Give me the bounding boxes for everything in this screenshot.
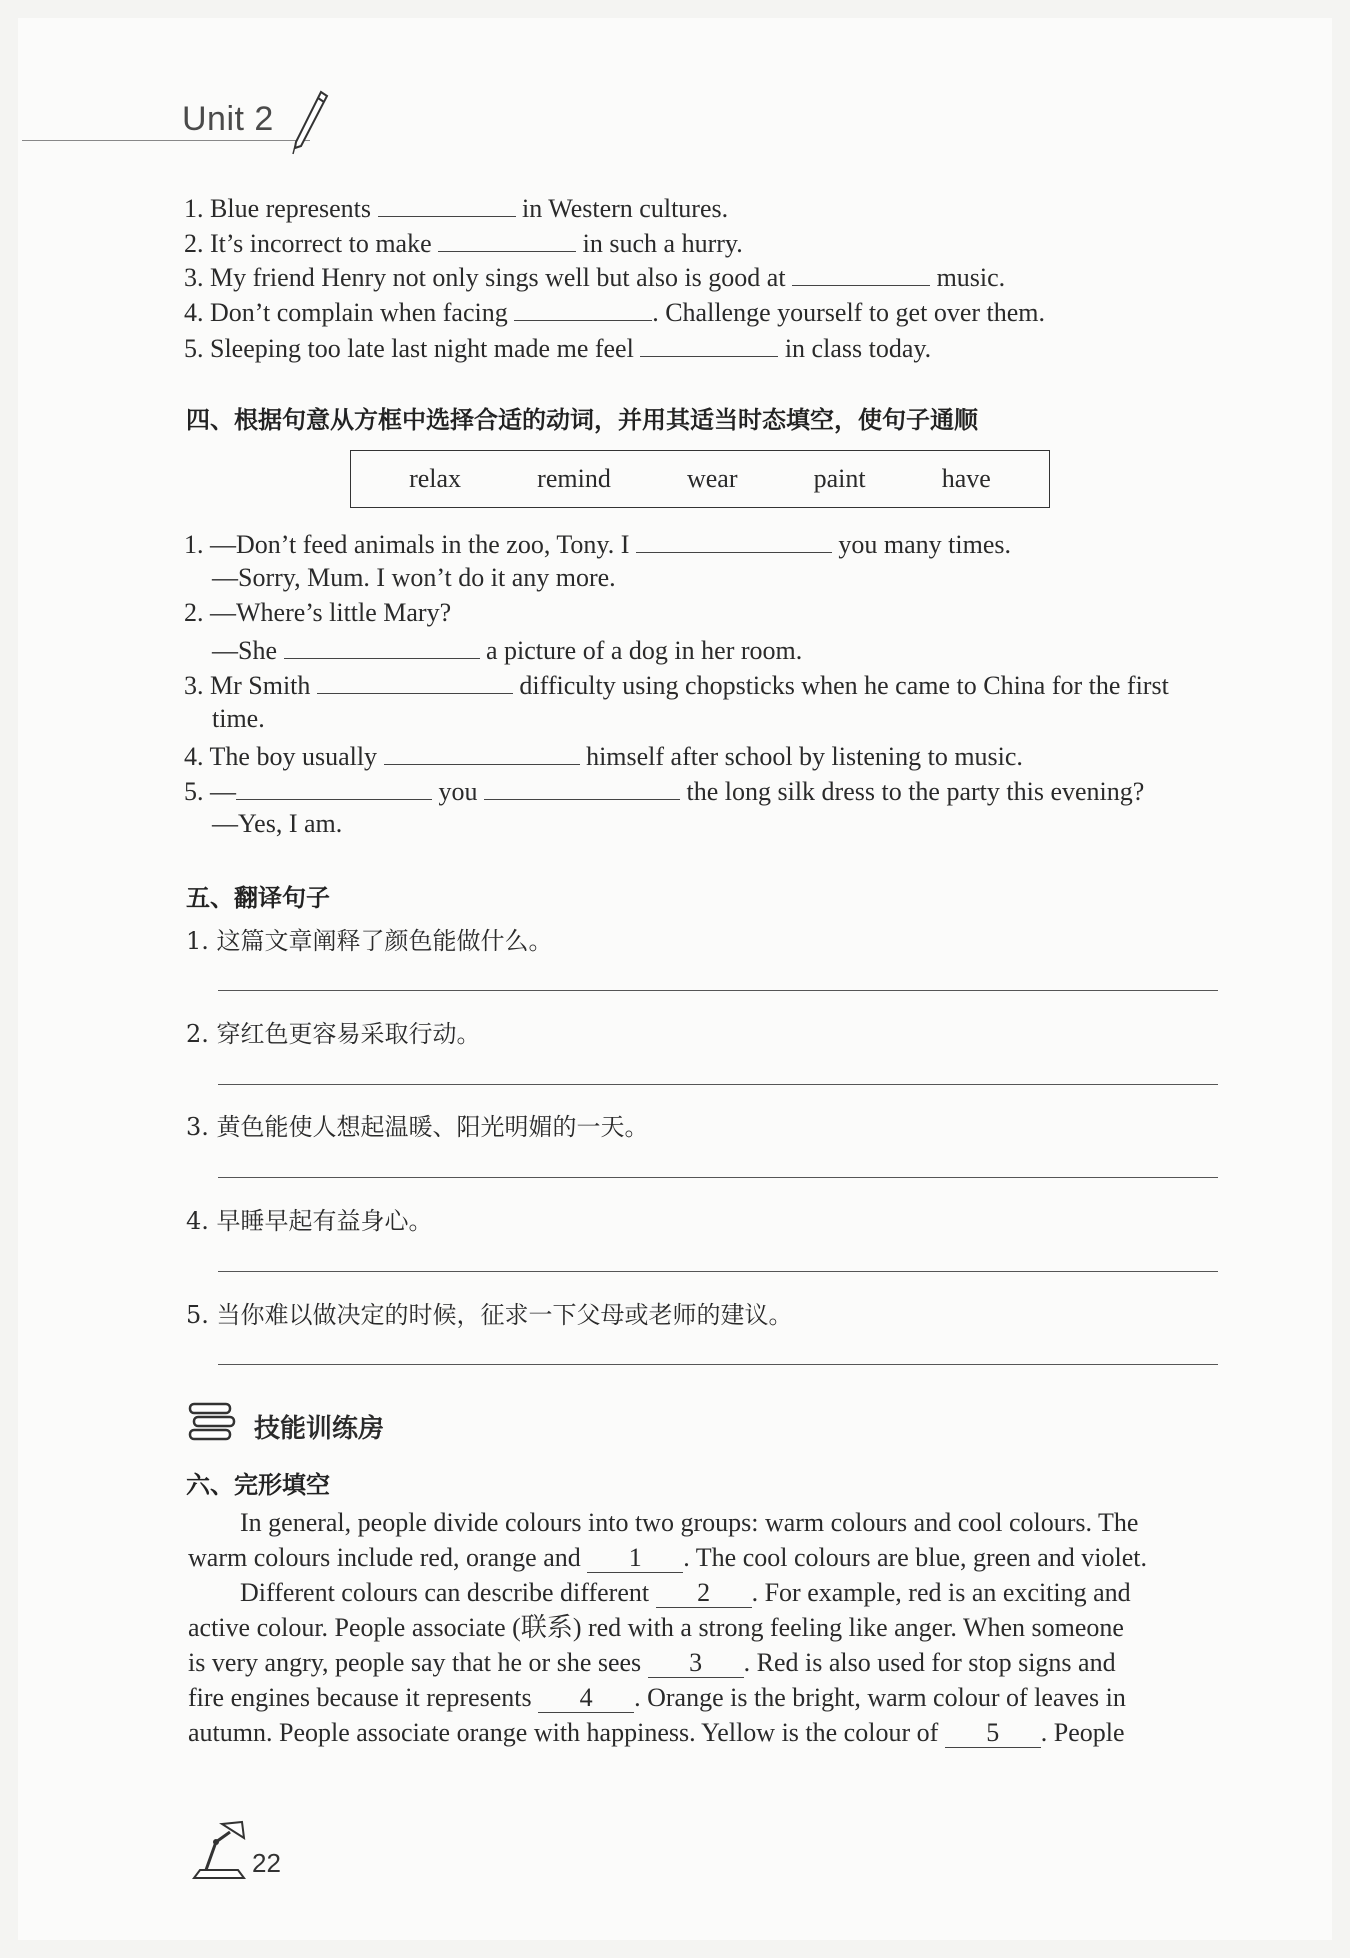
- word-box: [350, 450, 1050, 508]
- item-text: a picture of a dog in her room.: [486, 636, 803, 665]
- item-number: 1.: [184, 194, 204, 223]
- item-text: My friend Henry not only sings well but also is good at: [210, 263, 786, 292]
- item-text: Don’t complain when facing: [210, 298, 508, 327]
- word-relax: relax: [409, 464, 462, 493]
- answer-blank[interactable]: [792, 259, 930, 286]
- section-4-heading: 四、根据句意从方框中选择合适的动词，并用其适当时态填空，使句子通顺: [186, 406, 978, 434]
- item-number: 5.: [184, 334, 204, 363]
- item-text: Sleeping too late last night made me feel: [210, 334, 634, 363]
- unit-header: [182, 100, 274, 139]
- cloze-line-4: active colour. People associate (联系) red with a strong feeling like anger. When someone: [188, 1613, 1124, 1642]
- cloze-blank-3[interactable]: 3: [648, 1649, 744, 1678]
- cloze-text: . Red is also used for stop signs and: [743, 1648, 1116, 1677]
- page-number: 22: [252, 1848, 281, 1878]
- answer-line[interactable]: [218, 1177, 1218, 1178]
- s3-item-5: [184, 330, 931, 365]
- answer-line[interactable]: [218, 1084, 1218, 1085]
- item-text: —Don’t feed animals in the zoo, Tony. I: [210, 530, 630, 559]
- answer-line[interactable]: [218, 1364, 1218, 1365]
- unit-title: Unit 2: [182, 100, 274, 138]
- item-text: —Where’s little Mary?: [210, 598, 452, 627]
- item-number: 2.: [184, 229, 204, 258]
- s3-item-1: [184, 190, 728, 225]
- cloze-text: fire engines because it represents: [188, 1683, 532, 1712]
- cloze-blank-4[interactable]: 4: [538, 1684, 634, 1713]
- s3-item-4: [184, 294, 1045, 329]
- s4-item-5a: [184, 773, 1144, 808]
- pen-icon: [285, 88, 331, 160]
- s4-item-1b: —Sorry, Mum. I won’t do it any more.: [212, 563, 616, 592]
- cloze-text: . The cool colours are blue, green and violet.: [683, 1543, 1147, 1572]
- translate-item-1: 1. 这篇文章阐释了颜色能做什么。: [186, 927, 553, 955]
- item-number: 4.: [184, 742, 204, 771]
- item-text: you: [438, 777, 478, 806]
- cloze-line-5: [188, 1645, 1218, 1680]
- translate-item-2: 2. 穿红色更容易采取行动。: [186, 1020, 481, 1048]
- cloze-line-3: [240, 1575, 1270, 1610]
- cloze-text: . People: [1040, 1718, 1125, 1747]
- s4-item-1a: [184, 526, 1011, 561]
- s4-item-2b: [212, 632, 802, 667]
- cloze-line-2: [188, 1540, 1218, 1575]
- answer-line[interactable]: [218, 1271, 1218, 1272]
- translate-item-4: 4. 早睡早起有益身心。: [186, 1207, 433, 1235]
- item-text: . Challenge yourself to get over them.: [652, 298, 1045, 327]
- answer-blank[interactable]: [384, 738, 580, 765]
- skills-title: 技能训练房: [254, 1414, 385, 1444]
- item-text: you many times.: [838, 530, 1011, 559]
- cloze-line-6: [188, 1680, 1218, 1715]
- s4-item-5b: —Yes, I am.: [212, 809, 343, 838]
- cloze-blank-2[interactable]: 2: [656, 1579, 752, 1608]
- item-text: in Western cultures.: [522, 194, 729, 223]
- answer-blank[interactable]: [484, 773, 680, 800]
- translate-item-3: 3. 黄色能使人想起温暖、阳光明媚的一天。: [186, 1113, 649, 1141]
- item-number: 3.: [184, 263, 204, 292]
- item-text: in such a hurry.: [582, 229, 743, 258]
- cloze-blank-1[interactable]: 1: [587, 1544, 683, 1573]
- answer-blank[interactable]: [236, 773, 432, 800]
- answer-line[interactable]: [218, 990, 1218, 991]
- cloze-text: is very angry, people say that he or she sees: [188, 1648, 642, 1677]
- item-text: —She: [212, 636, 277, 665]
- cloze-line-1: In general, people divide colours into two groups: warm colours and cool colours. The: [240, 1508, 1139, 1537]
- answer-blank[interactable]: [438, 225, 576, 252]
- item-number: 1.: [184, 530, 204, 559]
- answer-blank[interactable]: [284, 632, 480, 659]
- s4-item-4: [184, 738, 1023, 773]
- s4-item-3a: [184, 667, 1169, 702]
- translate-item-5: 5. 当你难以做决定的时候，征求一下父母或老师的建议。: [186, 1301, 793, 1329]
- cloze-blank-5[interactable]: 5: [945, 1719, 1041, 1748]
- word-wear: wear: [686, 464, 738, 493]
- item-text: Mr Smith: [210, 671, 311, 700]
- item-text: in class today.: [784, 334, 932, 363]
- section-6-heading: 六、完形填空: [186, 1471, 330, 1499]
- s4-item-3b: time.: [212, 704, 265, 733]
- cloze-line-7: [188, 1715, 1218, 1750]
- answer-blank[interactable]: [514, 294, 652, 321]
- item-text: It’s incorrect to make: [210, 229, 432, 258]
- answer-blank[interactable]: [640, 330, 778, 357]
- item-number: 5.: [184, 777, 204, 806]
- cloze-text: . Orange is the bright, warm colour of leaves in: [634, 1683, 1126, 1712]
- word-remind: remind: [537, 464, 611, 493]
- cloze-text: Different colours can describe different: [240, 1578, 650, 1607]
- answer-blank[interactable]: [317, 667, 513, 694]
- cloze-text: autumn. People associate orange with happiness. Yellow is the colour of: [188, 1718, 939, 1747]
- cloze-text: warm colours include red, orange and: [188, 1543, 581, 1572]
- item-number: 2.: [184, 598, 204, 627]
- item-text: himself after school by listening to music.: [586, 742, 1023, 771]
- answer-blank[interactable]: [636, 526, 832, 553]
- s3-item-2: [184, 225, 743, 260]
- word-have: have: [941, 464, 991, 493]
- header-rule: [22, 140, 310, 141]
- item-number: 3.: [184, 671, 204, 700]
- section-5-heading: 五、翻译句子: [186, 884, 330, 912]
- item-text: The boy usually: [209, 742, 378, 771]
- s4-item-2a: [184, 597, 451, 629]
- item-text: the long silk dress to the party this evening?: [686, 777, 1145, 806]
- stack-icon: [188, 1402, 236, 1444]
- item-number: 4.: [184, 298, 204, 327]
- answer-blank[interactable]: [378, 190, 516, 217]
- cloze-text: . For example, red is an exciting and: [751, 1578, 1131, 1607]
- item-text: Blue represents: [210, 194, 372, 223]
- item-text: difficulty using chopsticks when he came to China for the first: [519, 671, 1169, 700]
- s3-item-3: [184, 259, 1005, 294]
- desk-lamp-icon: [186, 1818, 252, 1882]
- word-paint: paint: [813, 464, 866, 493]
- item-text: —: [210, 777, 236, 806]
- item-text: music.: [936, 263, 1006, 292]
